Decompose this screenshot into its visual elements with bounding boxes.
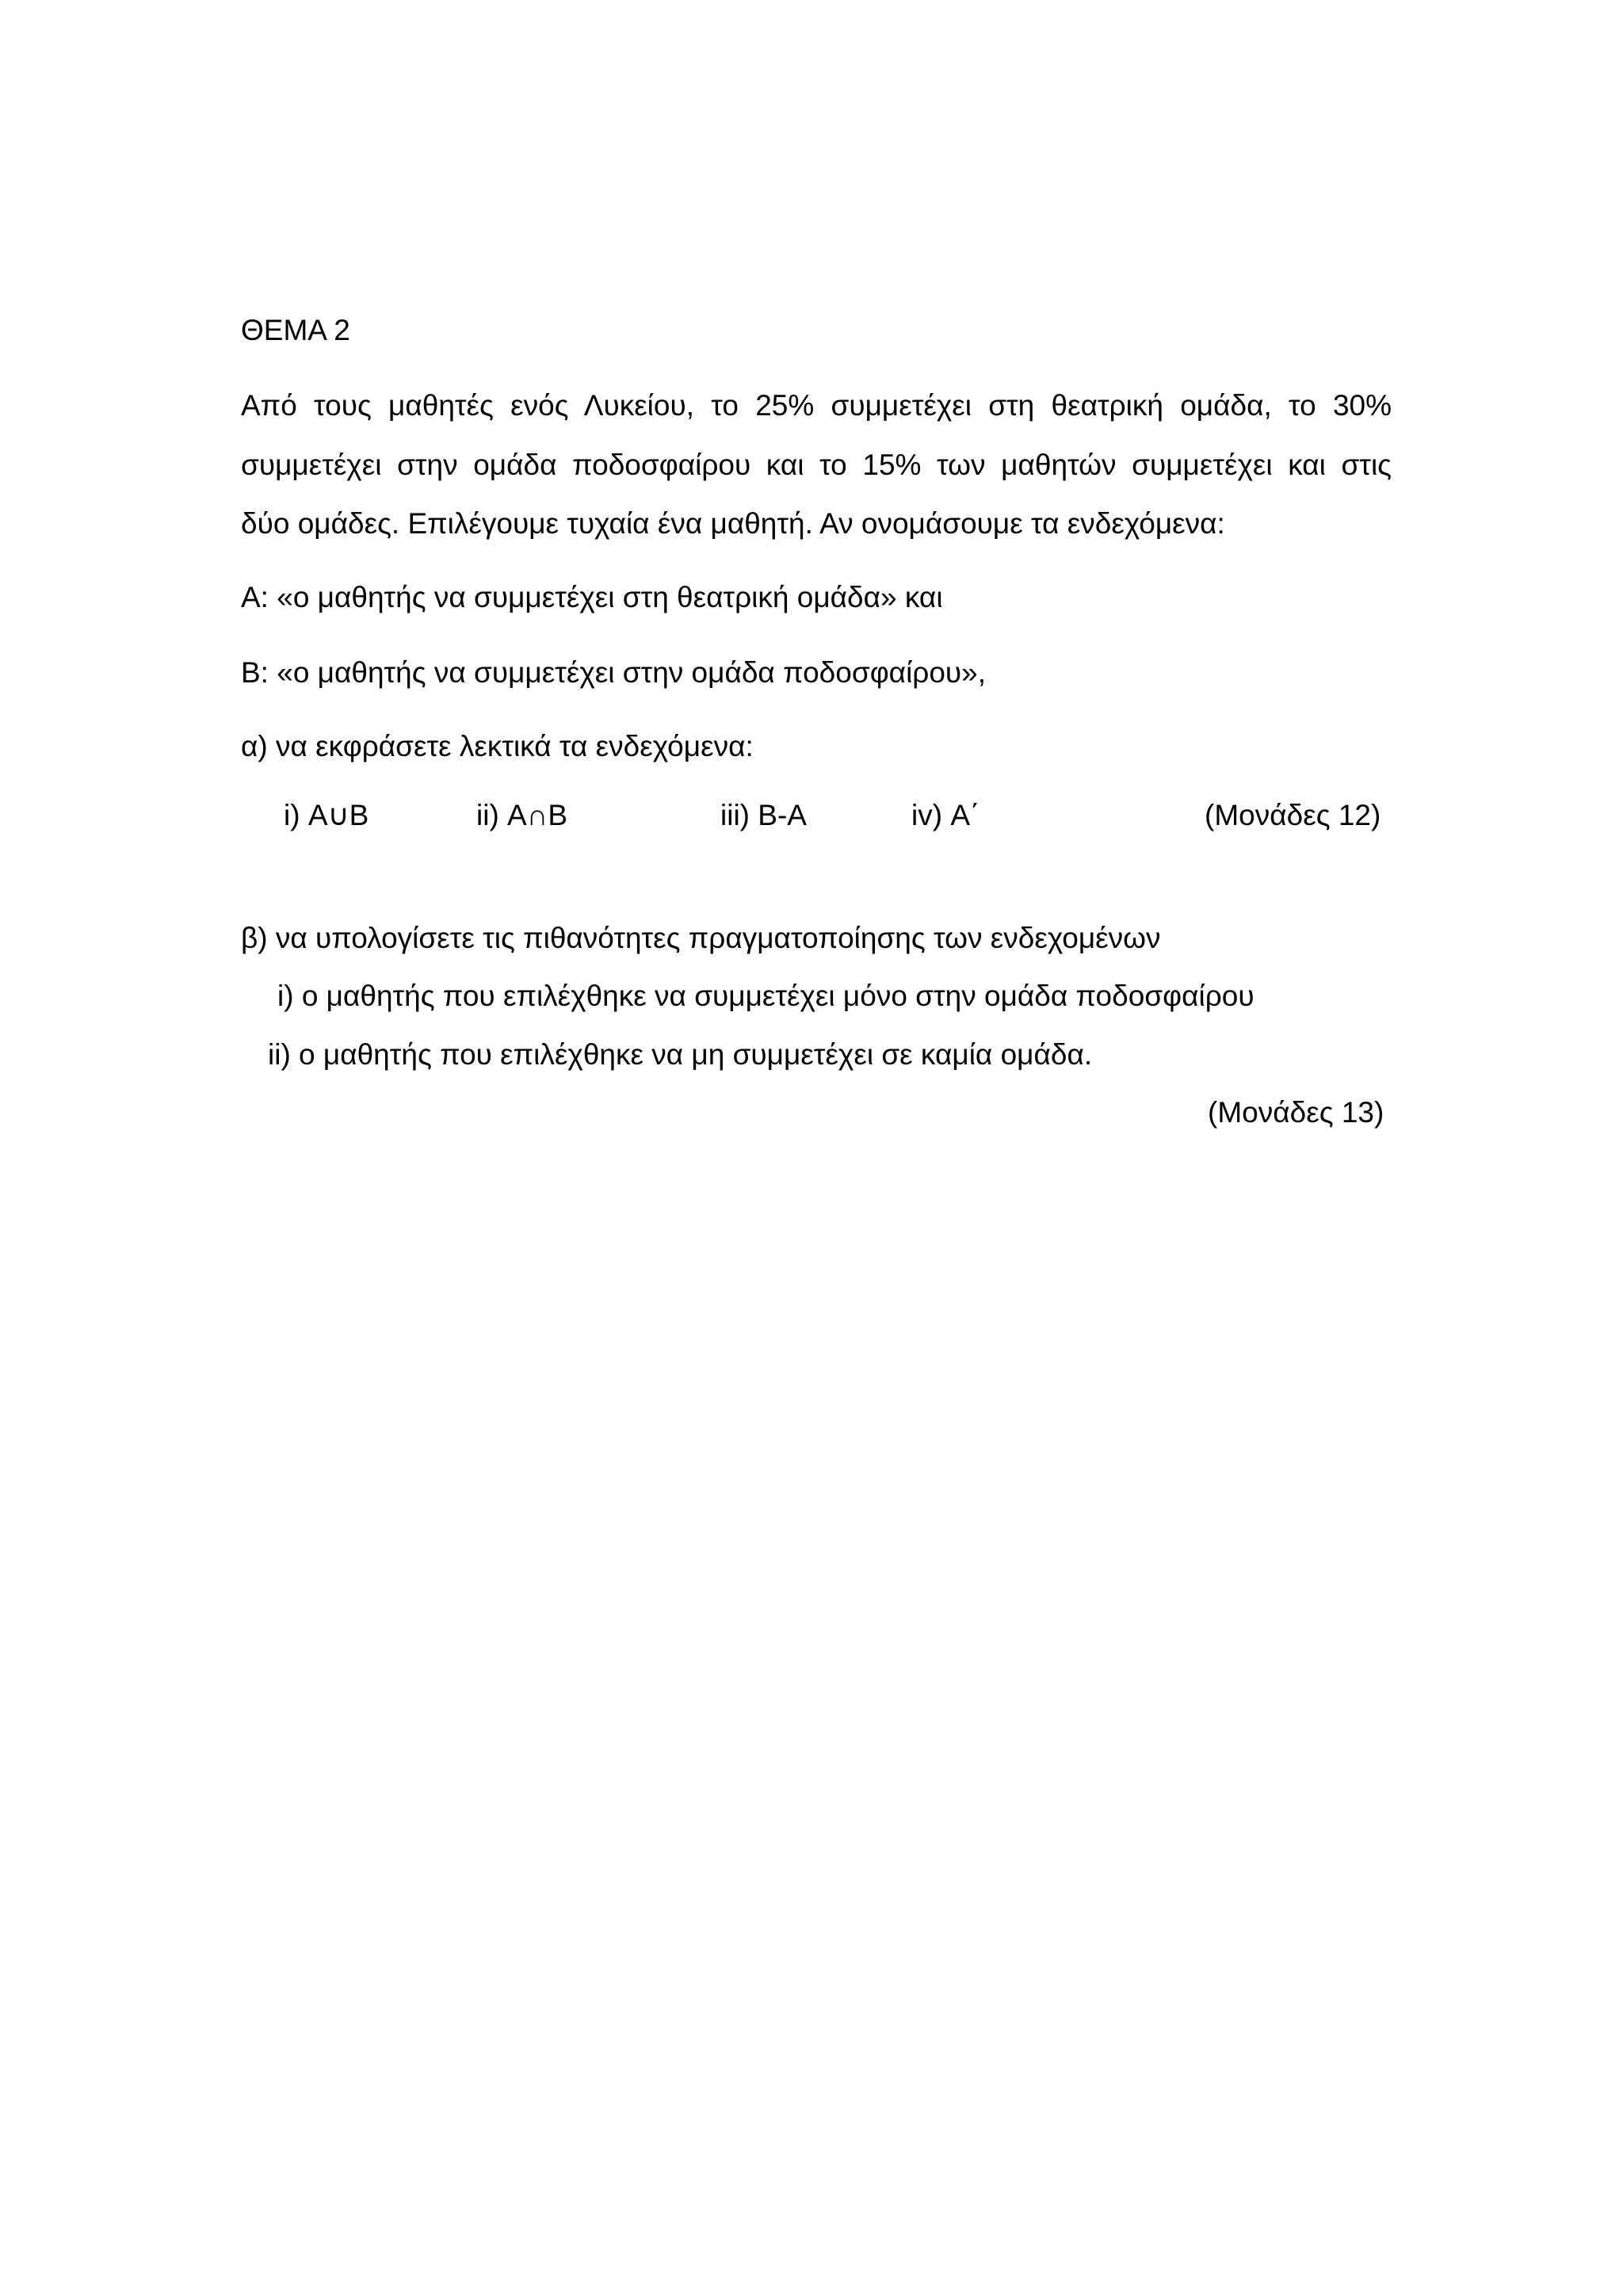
part-b-item-2: ii) ο μαθητής που επιλέχθηκε να μη συμμετέχει σε καμία ομάδα. — [268, 1038, 1093, 1071]
part-b-item-1: i) ο μαθητής που επιλέχθηκε να συμμετέχει μόνο στην ομάδα ποδοσφαίρου — [277, 980, 1254, 1012]
part-a-item-intersection: ii) Α∩Β — [476, 799, 567, 831]
part-a-item-complement: iv) Α΄ — [911, 799, 980, 831]
part-a-marks: (Μονάδες 12) — [1205, 799, 1381, 831]
intro-line-2: συμμετέχει στην ομάδα ποδοσφαίρου και το 15% των μαθητών συμμετέχει και στις — [241, 449, 1392, 481]
part-a-prompt: α) να εκφράσετε λεκτικά τα ενδεχόμενα: — [241, 730, 754, 762]
intro-line-3: δύο ομάδες. Επιλέγουμε τυχαία ένα μαθητή. Αν ονομάσουμε τα ενδεχόμενα: — [241, 507, 1225, 540]
part-b-prompt: β) να υπολογίσετε τις πιθανότητες πραγματοποίησης των ενδεχομένων — [241, 922, 1161, 954]
event-a-definition: Α: «ο μαθητής να συμμετέχει στη θεατρική ομάδα» και — [241, 581, 943, 613]
heading: ΘΕΜΑ 2 — [241, 314, 350, 346]
part-b-marks: (Μονάδες 13) — [1208, 1096, 1384, 1129]
part-a-item-difference: iii) Β-Α — [720, 799, 807, 831]
event-b-definition: Β: «ο μαθητής να συμμετέχει στην ομάδα ποδοσφαίρου», — [241, 656, 987, 689]
intro-line-1: Από τους μαθητές ενός Λυκείου, το 25% συμμετέχει στη θεατρική ομάδα, το 30% — [241, 389, 1392, 422]
part-a-item-union: i) Α∪Β — [284, 799, 369, 831]
